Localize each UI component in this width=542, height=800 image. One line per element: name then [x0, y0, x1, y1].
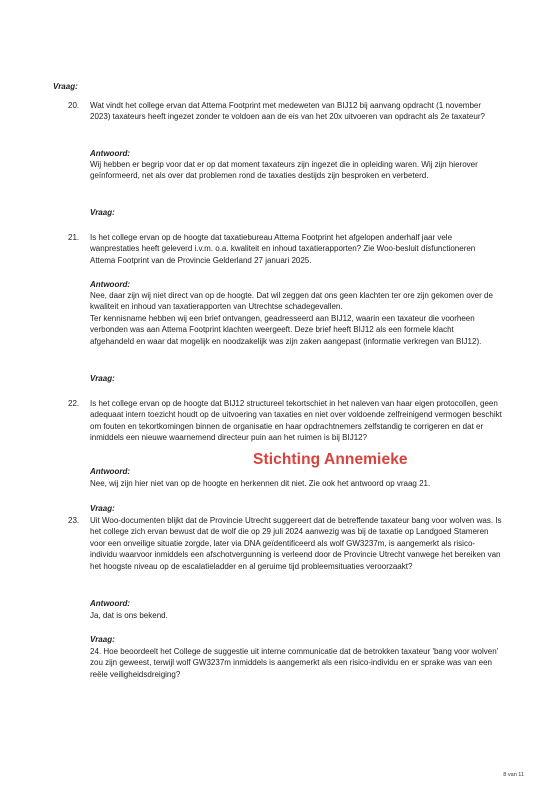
question-number: 20.: [68, 101, 80, 110]
question-text: Wat vindt het college ervan dat Attema Footprint met medeweten van BIJ12 bij aanvang opdracht (1 november 2023) taxateurs heeft ingezet zonder te voldoen aan de eis van het 20x uitvoeren van opdracht als 2e taxateur?: [90, 101, 485, 122]
question-label: Vraag:: [90, 374, 115, 383]
answer-label: Antwoord:: [90, 599, 130, 608]
question-number: 21.: [68, 233, 80, 242]
question-text: Is het college ervan op de hoogte dat taxatiebureau Attema Footprint het afgelopen anderhalf jaar vele wanprestaties heeft geleverd i.v.m. o.a. kwaliteit en inhoud taxatierapporten? Zie Woo-besluit disfunctioneren Attema Footprint van de Provincie Gelderland 27 januari 2025.: [90, 233, 476, 265]
answer-text: Nee, daar zijn wij niet direct van op de hoogte. Dat wil zeggen dat ons geen klachten ter ore zijn gekomen over de kwaliteit en inhoud van taxatierapporten van Utrechtse schadegevallen.: [90, 291, 493, 312]
question-text: Is het college ervan op de hoogte dat BIJ12 structureel tekortschiet in het naleven van haar eigen protocollen, geen adequaat intern toezicht houdt op de uitvoering van taxaties en niet over voldoende zelfreinigend vermogen beschikt om fouten en tekortkomingen binnen de organisatie en haar opdrachtnemers zelfstandig te corrigeren en dat er inmiddels een nieuwe waarnemend directeur puin aan het ruimen is bij BIJ12?: [90, 399, 502, 443]
question-text: 24. Hoe beoordeelt het College de suggestie uit interne communicatie dat de betrokken taxateur 'bang voor wolven' zou zijn geweest, terwijl wolf GW3237m inmiddels is aangemerkt als een risico-individu en er sprake was van een reële veiligheidsdreiging?: [90, 647, 499, 679]
answer-label: Antwoord:: [90, 149, 130, 158]
answer-text: Ter kennisname hebben wij een brief ontvangen, geadresseerd aan BIJ12, waarin een taxateur die voorheen verbonden was aan Attema Footprint klachten weergeeft. Deze brief heeft BIJ12 als een formele klacht afgehandeld en waar dat mogelijk en noodzakelijk was zijn zaken aangepast (informatie verkregen van BIJ12).: [90, 314, 482, 346]
answer-text: Wij hebben er begrip voor dat er op dat moment taxateurs zijn ingezet die in opleiding waren. Wij zijn hierover geïnformeerd, net als over dat problemen rond de taxaties destijds zijn besproken en verbeterd.: [90, 160, 478, 181]
answer-label: Antwoord:: [90, 280, 130, 289]
question-label: Vraag:: [90, 635, 115, 644]
question-number: 22.: [68, 399, 80, 408]
answer-text: Nee, wij zijn hier niet van op de hoogte en herkennen dit niet. Zie ook het antwoord op vraag 21.: [90, 479, 431, 488]
page-number: 8 van 11: [503, 772, 524, 778]
question-label: Vraag:: [90, 208, 115, 217]
answer-text: Ja, dat is ons bekend.: [90, 611, 168, 620]
question-label: Vraag:: [53, 82, 78, 91]
watermark-logo: Stichting Annemieke: [253, 451, 408, 468]
answer-label: Antwoord:: [90, 467, 130, 476]
question-text: Uit Woo-documenten blijkt dat de Provincie Utrecht suggereert dat de betreffende taxateur bang voor wolven was. Is het college zich ervan bewust dat de wolf die op 29 juli 2024 aanwezig was bij de taxatie op Landgoed Stameren voor een onveilige situatie zorgde, later via DNA geïdentificeerd als wolf GW3237m, is aangemerkt als risico-individu waarvoor inmiddels een afschotvergunning is verleend door de Provincie Utrecht vanwege het bereiken van het hoogste niveau op de escalatieladder en al geruime tijd probleemsituaties veroorzaakt?: [90, 516, 502, 571]
question-label: Vraag:: [90, 504, 115, 513]
question-number: 23.: [68, 516, 80, 525]
